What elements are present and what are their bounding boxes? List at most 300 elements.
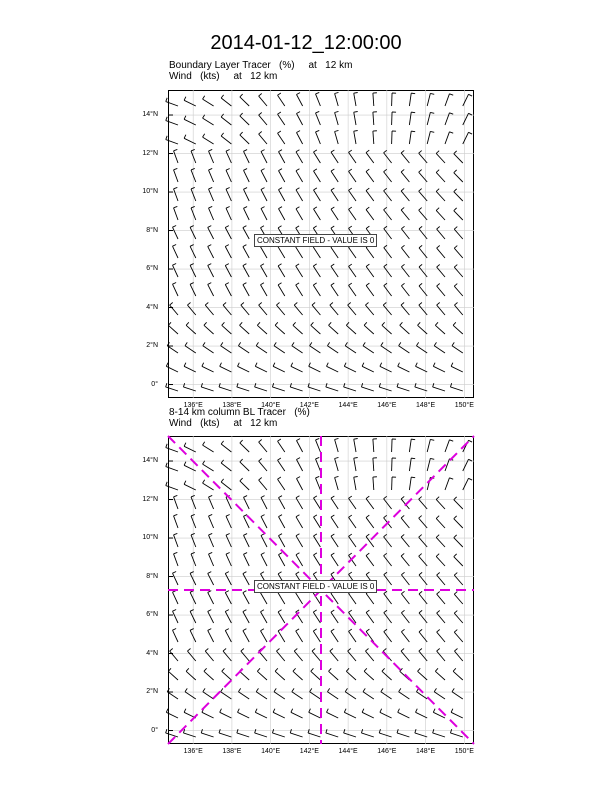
wind-barb-staff [454, 305, 462, 315]
wind-barb-feather [327, 342, 329, 345]
wind-barb-staff [436, 172, 445, 182]
wind-barb-feather [349, 515, 352, 517]
wind-barb-feather [278, 226, 281, 228]
wind-barb-staff [222, 325, 232, 334]
wind-barb-staff [313, 285, 320, 296]
wind-barb-feather [203, 688, 205, 691]
wind-barb-staff [203, 692, 214, 699]
wind-barb-staff [244, 554, 250, 566]
wind-barb-staff [419, 594, 427, 604]
wind-barb-feather [397, 729, 398, 733]
wind-barb-feather [411, 439, 415, 440]
wind-barb-staff [436, 518, 445, 528]
wind-barb-staff [208, 265, 214, 277]
wind-barb-staff [221, 482, 231, 490]
wind-barb-feather [401, 245, 404, 247]
wind-barb-feather [183, 383, 184, 387]
wind-barb-feather [220, 709, 222, 713]
wind-barb-staff [226, 516, 231, 528]
lon-tick-label: 146°E [377, 402, 397, 409]
wind-barb-staff [226, 535, 231, 547]
wind-barb-staff [275, 671, 285, 680]
wind-barb-feather [296, 93, 300, 95]
wind-barb-staff [401, 518, 409, 528]
wind-barb-staff [261, 497, 267, 509]
wind-barb-feather [419, 264, 422, 267]
wind-barb-staff [331, 555, 338, 566]
wind-barb-staff [173, 284, 178, 296]
wind-barb-staff [225, 285, 231, 296]
wind-barb-staff [346, 325, 356, 334]
wind-barb-feather [451, 363, 453, 367]
wind-barb-staff [366, 172, 374, 182]
wind-barb-feather [430, 458, 434, 459]
wind-barb-staff [316, 478, 321, 490]
wind-barb-staff [240, 443, 249, 452]
wind-barb-feather [436, 554, 439, 557]
wind-barb-feather [316, 130, 320, 131]
wind-barb-staff [419, 305, 427, 315]
wind-barb-staff [362, 712, 374, 718]
wind-barb-feather [203, 480, 205, 483]
wind-barb-staff [209, 516, 214, 528]
wind-barb-feather [292, 342, 294, 345]
wind-barb-feather [273, 363, 275, 367]
wind-barb-staff [278, 536, 284, 547]
wind-barb-staff [454, 154, 463, 163]
wind-barb-feather [437, 591, 440, 594]
wind-barb-feather [238, 688, 240, 691]
wind-barb-feather [344, 363, 346, 367]
wind-barb-feather [344, 709, 346, 713]
wind-barb-staff [363, 346, 374, 353]
wind-barb-feather [204, 322, 207, 325]
wind-barb-feather [331, 534, 334, 536]
wind-barb-feather [225, 629, 229, 631]
wind-barb-feather [468, 440, 472, 442]
wind-barb-feather [296, 264, 299, 266]
wind-barb-staff [312, 651, 320, 661]
wind-barb-staff [364, 325, 374, 334]
wind-barb-feather [314, 553, 317, 555]
wind-barb-staff [259, 305, 267, 315]
wind-barb-staff [272, 387, 284, 391]
wind-barb-staff [463, 478, 469, 490]
wind-barb-feather [454, 302, 457, 305]
wind-barb-feather [383, 648, 386, 651]
wind-barb-staff [278, 171, 284, 182]
wind-barb-feather [316, 438, 320, 439]
wind-barb-feather [278, 515, 281, 517]
wind-barb-feather [354, 112, 358, 113]
wind-barb-staff [349, 517, 356, 528]
wind-barb-feather [272, 383, 273, 387]
wind-barb-staff [365, 305, 373, 315]
wind-barb-staff [209, 170, 214, 182]
wind-barb-feather [419, 535, 422, 538]
wind-barb-feather [208, 572, 212, 574]
wind-barb-feather [401, 572, 404, 574]
wind-barb-feather [278, 188, 281, 190]
wind-barb-feather [349, 629, 352, 631]
wind-barb-staff [166, 102, 178, 106]
wind-barb-feather [173, 283, 177, 285]
wind-barb-staff [399, 346, 410, 353]
wind-barb-feather [384, 496, 387, 498]
wind-barb-staff [366, 518, 374, 528]
wind-barb-feather [419, 208, 422, 211]
wind-barb-feather [419, 170, 422, 173]
wind-barb-staff [168, 671, 178, 680]
wind-barb-staff [174, 516, 178, 528]
wind-barb-staff [209, 189, 214, 201]
wind-barb-staff [335, 113, 339, 125]
wind-barb-staff [296, 536, 303, 547]
wind-barb-staff [261, 266, 268, 277]
wind-barb-feather [184, 709, 186, 713]
wind-barb-staff [435, 671, 445, 680]
wind-barb-feather [275, 668, 278, 671]
wind-barb-staff [174, 170, 178, 182]
wind-barb-feather [468, 94, 472, 96]
wind-barb-staff [309, 366, 321, 372]
wind-barb-staff [296, 209, 303, 220]
wind-barb-staff [294, 305, 302, 315]
lon-tick-label: 148°E [416, 748, 436, 755]
wind-barb-feather [437, 648, 440, 651]
wind-barb-staff [296, 631, 303, 642]
wind-barb-feather [204, 668, 207, 671]
wind-barb-staff [329, 325, 339, 334]
wind-barb-staff [259, 480, 267, 490]
wind-barb-feather [168, 668, 171, 671]
wind-barb-staff [335, 440, 339, 452]
wind-barb-feather [243, 572, 246, 574]
wind-barb-staff [296, 285, 303, 296]
wind-barb-staff [243, 266, 249, 277]
wind-barb-staff [437, 651, 445, 661]
wind-barb-staff [345, 692, 356, 699]
wind-barb-feather [261, 610, 264, 612]
wind-barb-feather [344, 729, 345, 733]
wind-barb-feather [436, 151, 439, 154]
wind-barb-feather [433, 709, 435, 713]
wind-barb-staff [330, 305, 338, 315]
lat-tick-label: 2°N [146, 342, 158, 350]
wind-barb-feather [331, 553, 334, 555]
wind-barb-feather [316, 476, 320, 477]
wind-barb-feather [226, 150, 230, 152]
wind-barb-staff [203, 137, 214, 144]
wind-barb-staff [384, 210, 392, 220]
wind-barb-staff [243, 247, 249, 258]
wind-barb-staff [274, 692, 285, 699]
wind-barb-staff [183, 733, 195, 737]
wind-barb-staff [454, 613, 463, 623]
wind-barb-staff [454, 538, 463, 547]
wind-barb-feather [314, 150, 317, 152]
wind-barb-feather [330, 302, 333, 305]
wind-barb-staff [419, 172, 428, 182]
wind-barb-staff [445, 132, 449, 144]
wind-barb-feather [449, 440, 453, 441]
panel1-subtitle-wind: Wind (kts) at 12 km [169, 71, 278, 82]
wind-barb-feather [205, 302, 208, 305]
wind-barb-staff [409, 477, 411, 490]
wind-barb-staff [454, 267, 463, 277]
wind-barb-staff [364, 671, 374, 680]
wind-barb-staff [401, 537, 409, 547]
wind-barb-feather [430, 131, 434, 132]
wind-barb-staff [261, 285, 268, 296]
wind-barb-feather [219, 383, 220, 387]
wind-barb-feather [184, 97, 186, 101]
wind-barb-feather [259, 131, 262, 134]
wind-barb-feather [364, 322, 367, 325]
wind-barb-staff [409, 112, 411, 125]
wind-barb-staff [221, 98, 231, 106]
lon-tick-label: 146°E [377, 748, 397, 755]
wind-barb-staff [349, 171, 356, 182]
wind-barb-feather [380, 363, 382, 367]
lat-tick-label: 4°N [146, 649, 158, 657]
wind-barb-feather [225, 245, 229, 247]
wind-barb-feather [313, 264, 316, 266]
wind-barb-feather [382, 322, 385, 325]
wind-barb-feather [330, 648, 333, 651]
wind-barb-staff [397, 733, 409, 737]
wind-barb-staff [259, 461, 267, 471]
wind-barb-staff [366, 556, 374, 566]
wind-barb-staff [313, 266, 320, 277]
wind-barb-staff [174, 554, 178, 566]
wind-barb-feather [202, 363, 204, 367]
wind-barb-feather [346, 322, 349, 325]
wind-barb-feather [185, 342, 187, 345]
wind-barb-feather [166, 383, 167, 387]
panel1-subtitle-tracer: Boundary Layer Tracer (%) at 12 km [169, 60, 353, 71]
wind-barb-feather [327, 709, 329, 713]
wind-barb-staff [384, 267, 392, 277]
wind-barb-staff [278, 460, 285, 471]
wind-barb-staff [166, 366, 178, 372]
wind-barb-staff [349, 285, 356, 296]
wind-barb-staff [238, 692, 249, 699]
wind-barb-feather [296, 458, 300, 460]
wind-barb-feather [243, 226, 246, 228]
wind-barb-staff [445, 113, 449, 125]
wind-barb-staff [453, 325, 463, 334]
wind-barb-staff [244, 208, 250, 220]
wind-barb-feather [174, 533, 178, 534]
wind-barb-staff [316, 94, 321, 106]
wind-barb-feather [401, 591, 404, 593]
wind-barb-feather [203, 134, 205, 137]
wind-barb-staff [437, 632, 445, 642]
wind-barb-staff [278, 631, 285, 642]
wind-barb-feather [349, 169, 352, 171]
wind-barb-feather [225, 572, 229, 574]
wind-barb-feather [209, 187, 213, 189]
wind-barb-feather [331, 264, 334, 266]
wind-barb-feather [226, 188, 230, 190]
wind-barb-feather [225, 226, 229, 228]
wind-barb-feather [335, 111, 339, 112]
wind-barb-feather [203, 96, 205, 99]
wind-barb-feather [329, 668, 332, 671]
wind-barb-feather [278, 264, 281, 266]
wind-barb-feather [316, 92, 320, 93]
lat-tick-label: 12°N [142, 495, 158, 503]
wind-barb-staff [400, 325, 410, 334]
wind-barb-feather [261, 188, 265, 190]
wind-barb-staff [256, 346, 267, 353]
wind-barb-feather [401, 188, 404, 191]
wind-barb-feather [255, 729, 256, 733]
wind-barb-feather [314, 496, 317, 498]
wind-barb-staff [373, 93, 374, 106]
wind-barb-feather [401, 169, 404, 172]
wind-barb-feather [384, 226, 387, 228]
wind-barb-feather [331, 610, 334, 612]
wind-barb-staff [354, 93, 356, 106]
wind-barb-feather [419, 189, 422, 192]
wind-barb-staff [329, 671, 339, 680]
wind-barb-feather [296, 169, 299, 171]
wind-barb-staff [373, 131, 374, 144]
wind-barb-feather [240, 459, 243, 462]
wind-barb-feather [349, 207, 352, 209]
wind-barb-feather [349, 188, 352, 190]
wind-barb-feather [259, 112, 262, 115]
wind-barb-staff [203, 346, 214, 353]
wind-barb-feather [166, 482, 167, 486]
wind-barb-staff [204, 325, 214, 334]
wind-barb-staff [450, 387, 462, 391]
wind-barb-staff [261, 631, 268, 642]
wind-barb-feather [255, 383, 256, 387]
wind-barb-staff [331, 247, 338, 258]
wind-barb-feather [184, 363, 186, 367]
wind-barb-feather [354, 131, 358, 132]
wind-barb-staff [419, 632, 427, 642]
wind-barb-staff [348, 651, 356, 661]
wind-barb-feather [184, 462, 186, 466]
wind-barb-staff [173, 227, 178, 239]
wind-barb-staff [331, 209, 338, 220]
wind-barb-feather [313, 629, 316, 631]
wind-barb-staff [278, 266, 285, 277]
wind-barb-staff [261, 535, 267, 547]
wind-barb-feather [361, 383, 362, 387]
wind-barb-staff [278, 441, 285, 452]
wind-barb-staff [226, 189, 231, 201]
wind-barb-feather [296, 439, 300, 441]
wind-barb-feather [257, 322, 260, 325]
wind-barb-staff [437, 613, 445, 623]
wind-barb-feather [449, 94, 453, 95]
wind-barb-staff [379, 387, 391, 391]
wind-barb-staff [174, 151, 178, 163]
wind-barb-staff [419, 248, 427, 258]
wind-barb-feather [419, 591, 422, 594]
wind-barb-staff [314, 209, 321, 220]
wind-barb-staff [409, 93, 411, 106]
wind-barb-staff [381, 692, 392, 699]
wind-barb-feather [433, 383, 434, 387]
wind-barb-feather [244, 188, 248, 190]
wind-barb-staff [366, 153, 374, 163]
lat-tick-label: 10°N [142, 534, 158, 542]
wind-barb-feather [437, 302, 440, 305]
wind-barb-feather [312, 302, 315, 305]
wind-barb-feather [278, 496, 281, 498]
wind-barb-feather [450, 729, 451, 733]
wind-barb-feather [201, 729, 202, 733]
wind-barb-feather [184, 443, 186, 447]
wind-barb-feather [201, 383, 202, 387]
wind-barb-feather [453, 668, 456, 671]
wind-barb-staff [240, 97, 249, 106]
wind-barb-staff [409, 131, 411, 144]
wind-barb-feather [209, 206, 213, 208]
wind-barb-feather [366, 534, 369, 536]
panel2-subtitle-wind: Wind (kts) at 12 km [169, 418, 278, 429]
wind-barb-staff [259, 134, 267, 144]
wind-barb-feather [255, 363, 257, 367]
wind-barb-feather [296, 188, 299, 190]
wind-barb-feather [223, 648, 226, 651]
wind-barb-staff [401, 191, 409, 201]
wind-barb-feather [313, 226, 316, 228]
wind-barb-staff [427, 93, 430, 106]
wind-barb-feather [238, 363, 240, 367]
wind-barb-feather [366, 188, 369, 190]
wind-barb-staff [330, 651, 338, 661]
wind-barb-staff [240, 116, 249, 125]
wind-barb-staff [434, 346, 445, 353]
wind-barb-feather [349, 264, 352, 266]
wind-barb-feather [411, 112, 415, 113]
wind-barb-staff [238, 346, 249, 353]
wind-barb-staff [384, 286, 392, 296]
wind-barb-feather [278, 93, 281, 95]
wind-barb-feather [241, 302, 244, 305]
wind-barb-feather [416, 363, 418, 367]
wind-barb-staff [292, 692, 303, 699]
wind-barb-staff [373, 112, 374, 125]
wind-barb-feather [331, 629, 334, 631]
wind-barb-feather [296, 515, 299, 517]
wind-barb-staff [331, 517, 338, 528]
wind-barb-feather [331, 169, 334, 171]
wind-barb-feather [401, 264, 404, 266]
wind-barb-staff [327, 692, 338, 699]
wind-barb-staff [243, 285, 249, 296]
wind-barb-staff [384, 613, 392, 623]
wind-barb-feather [454, 265, 457, 268]
wind-barb-staff [203, 445, 214, 452]
wind-barb-feather [331, 150, 334, 152]
wind-barb-feather [436, 170, 439, 173]
wind-barb-staff [209, 554, 214, 566]
wind-barb-staff [272, 733, 284, 737]
wind-barb-feather [379, 383, 380, 387]
wind-barb-staff [225, 593, 231, 604]
wind-barb-feather [244, 207, 248, 209]
wind-barb-staff [278, 555, 284, 566]
wind-barb-feather [381, 688, 383, 691]
